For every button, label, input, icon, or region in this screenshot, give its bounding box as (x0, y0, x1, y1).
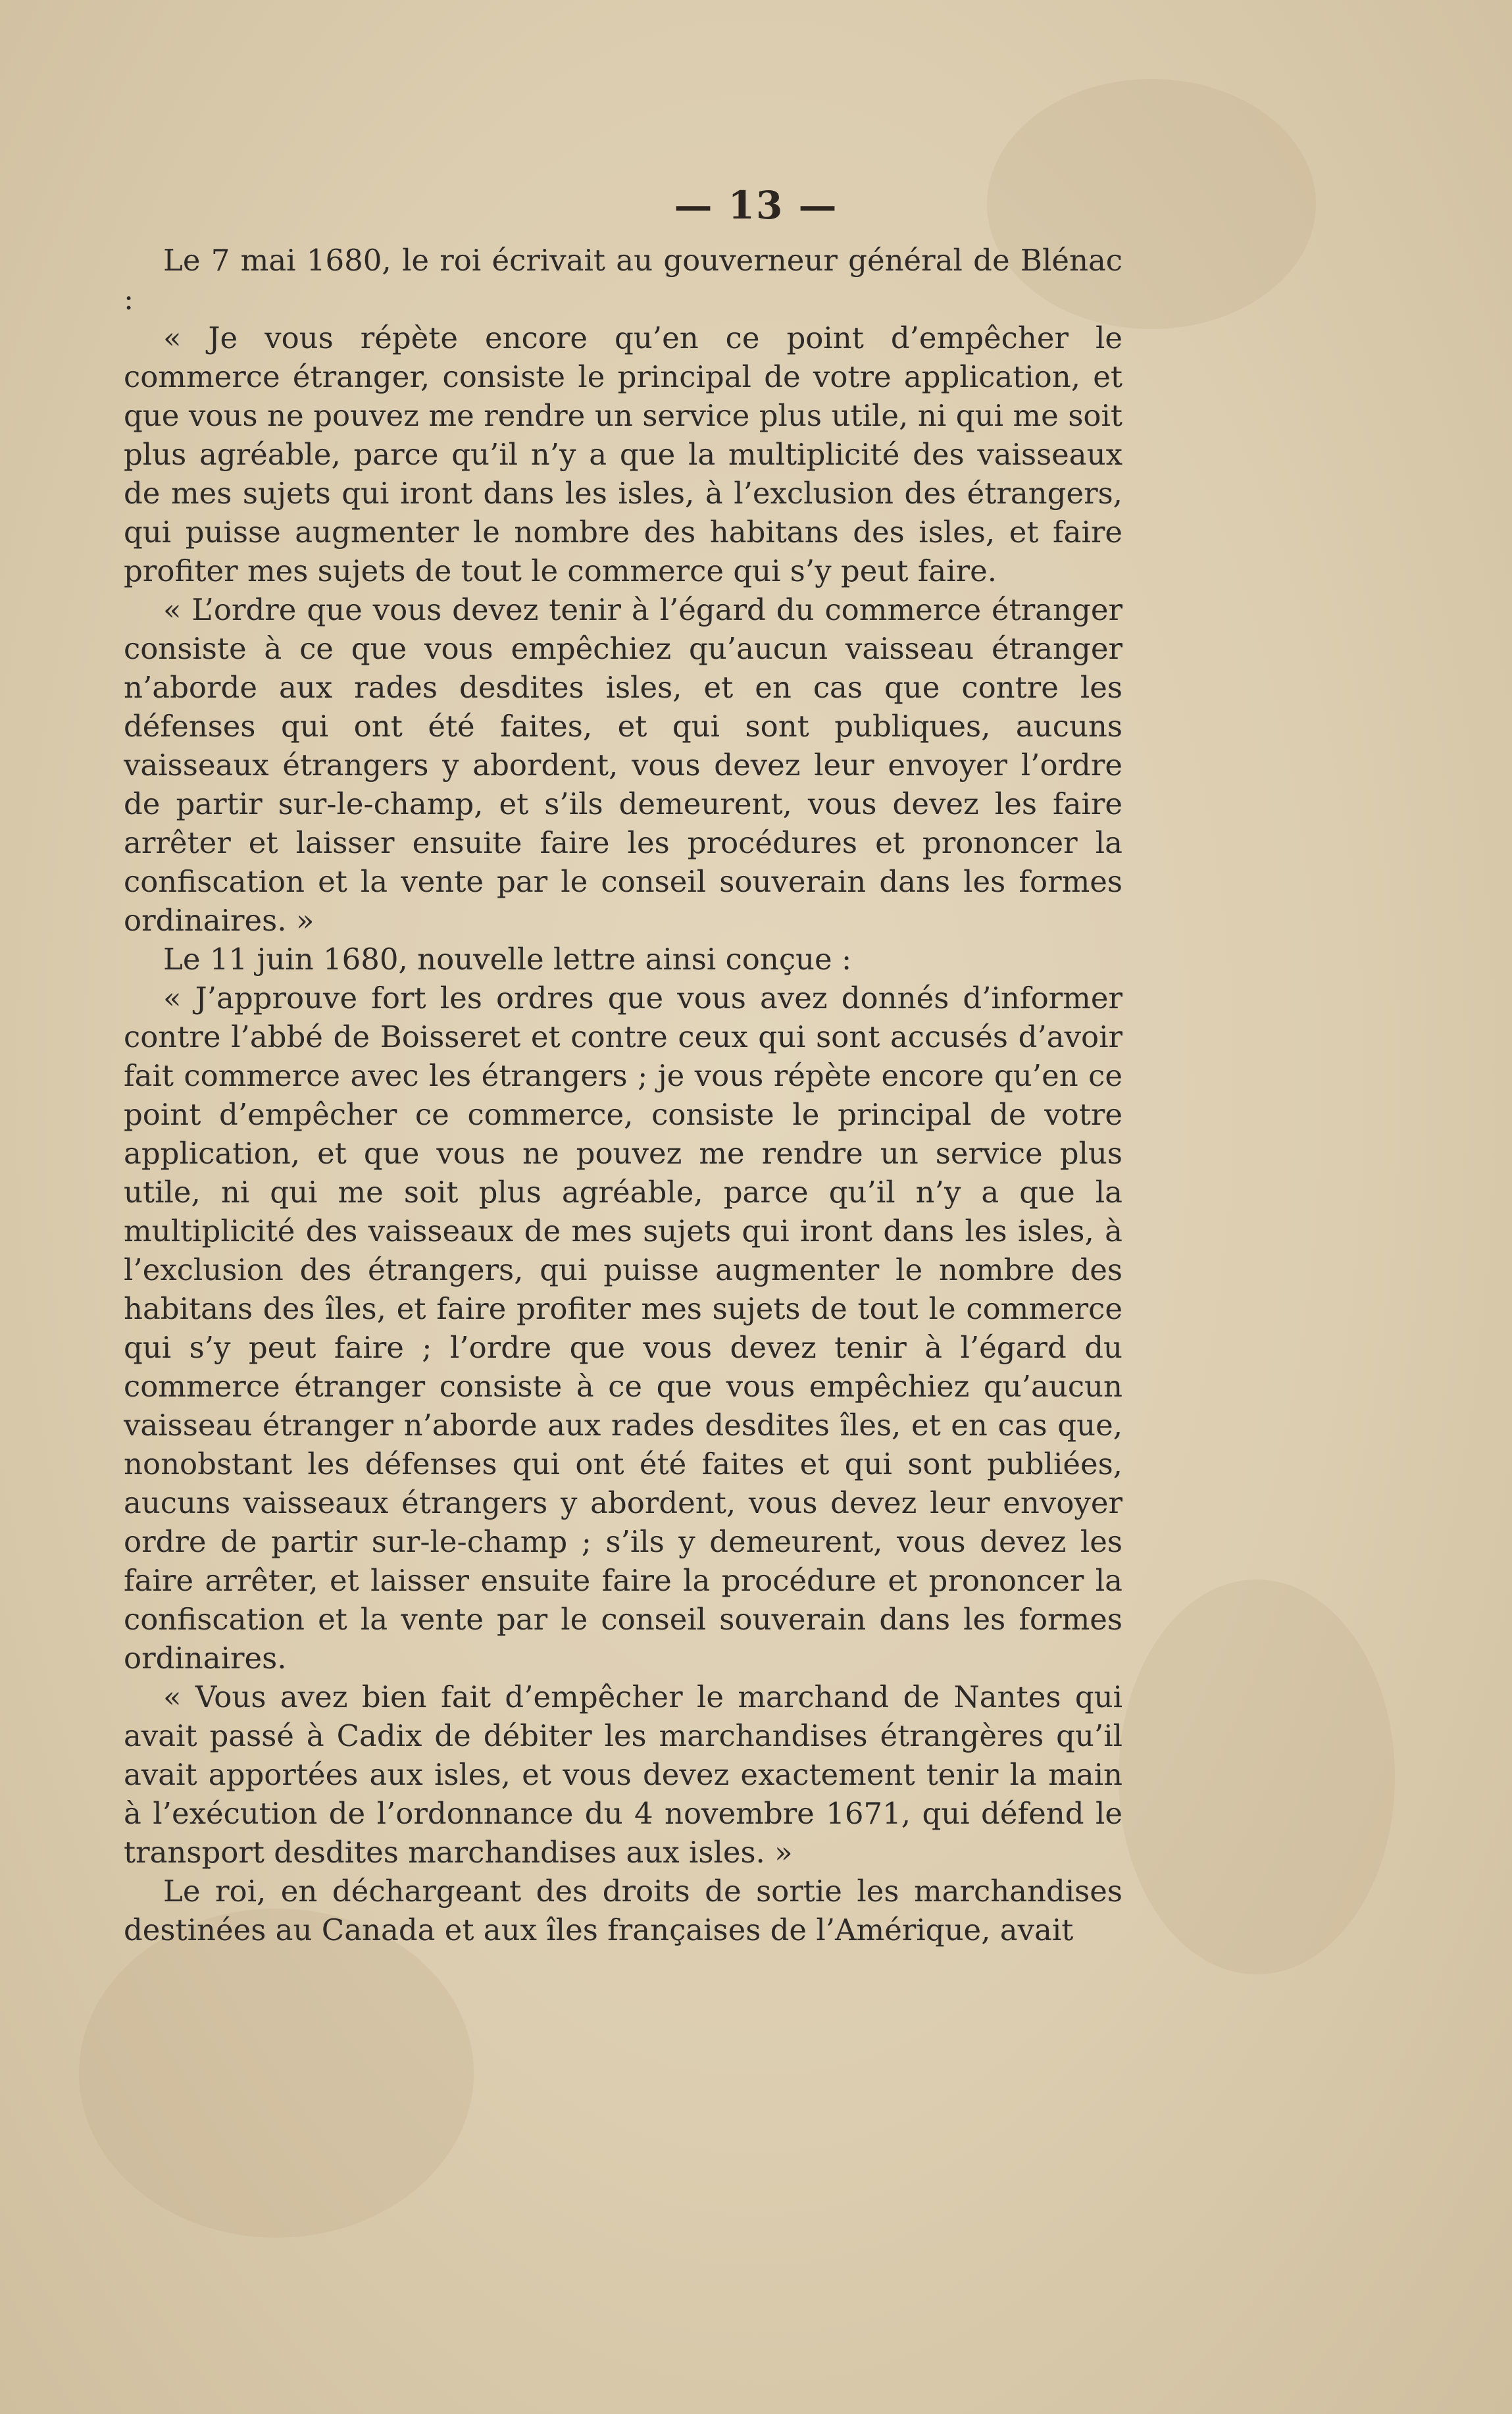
paragraph: « Vous avez bien fait d’empêcher le marchand de Nantes qui avait passé à Cadix de débiter les marchandises étrangères qu’il avait apportées aux isles, et vous devez exactement tenir la main à l’exécution de l’ordonnance du 4 novembre 1671, qui défend le transport desdites marchandises aux isles. » (124, 1680, 1122, 1870)
paper-stain (79, 1909, 474, 2238)
paragraph: « J’approuve fort les ordres que vous avez donnés d’informer contre l’abbé de Boisseret et contre ceux qui sont accusés d’avoir fait commerce avec les étrangers ; je vous répète encore qu’en ce point d’empêcher ce commerce, consiste le principal de votre application, et que vous ne pouvez me rendre un service plus utile, ni qui me soit plus agréable, parce qu’il n’y a que la multiplicité des vaisseaux de mes sujets qui iront dans les isles, à l’exclusion des étrangers, qui puisse augmenter le nombre des habitans des îles, et faire profiter mes sujets de tout le commerce qui s’y peut faire ; l’ordre que vous devez tenir à l’égard du commerce étranger consiste à ce que vous empêchiez qu’aucun vaisseau étranger n’aborde aux rades desdites îles, et en cas que, nonobstant les défenses qui ont été faites et qui sont publiées, aucuns vaisseaux étrangers y abordent, vous devez leur envoyer ordre de partir sur-le-champ ; s’ils y demeurent, vous devez les faire arrêter, et laisser ensuite faire la procédure et prononcer la confiscation et la vente par le conseil souverain dans les formes ordinaires. (124, 981, 1122, 1676)
paragraph: « Je vous répète encore qu’en ce point d’empêcher le commerce étranger, consiste le principal de votre application, et que vous ne pouvez me rendre un service plus utile, ni qui me soit plus agréable, parce qu’il n’y a que la multiplicité des vaisseaux de mes sujets qui iront dans les isles, à l’exclusion des étrangers, qui puisse augmenter le nombre des habitans des isles, et faire profiter mes sujets de tout le commerce qui s’y peut faire. (124, 321, 1122, 588)
paper-stain (1119, 1579, 1395, 1974)
paragraph: Le 11 juin 1680, nouvelle lettre ainsi conçue : (163, 942, 852, 977)
paragraph: Le 7 mai 1680, le roi écrivait au gouverneur général de Blénac : (124, 243, 1122, 317)
paragraph: Le roi, en déchargeant des droits de sortie les marchandises destinées au Canada et aux îles françaises de l’Amérique, avait (124, 1874, 1122, 1947)
page-number: — 13 — (674, 183, 838, 228)
body-text (124, 241, 1122, 1949)
paragraph: « L’ordre que vous devez tenir à l’égard du commerce étranger consiste à ce que vous empêchiez qu’aucun vaisseau étranger n’aborde aux rades desdites isles, et en cas que contre les défenses qui ont été faites, et qui sont publiques, aucuns vaisseaux étrangers y abordent, vous devez leur envoyer l’ordre de partir sur-le-champ, et s’ils demeurent, vous devez les faire arrêter et laisser ensuite faire les procédures et prononcer la confiscation et la vente par le conseil souverain dans les formes ordinaires. » (124, 592, 1122, 938)
